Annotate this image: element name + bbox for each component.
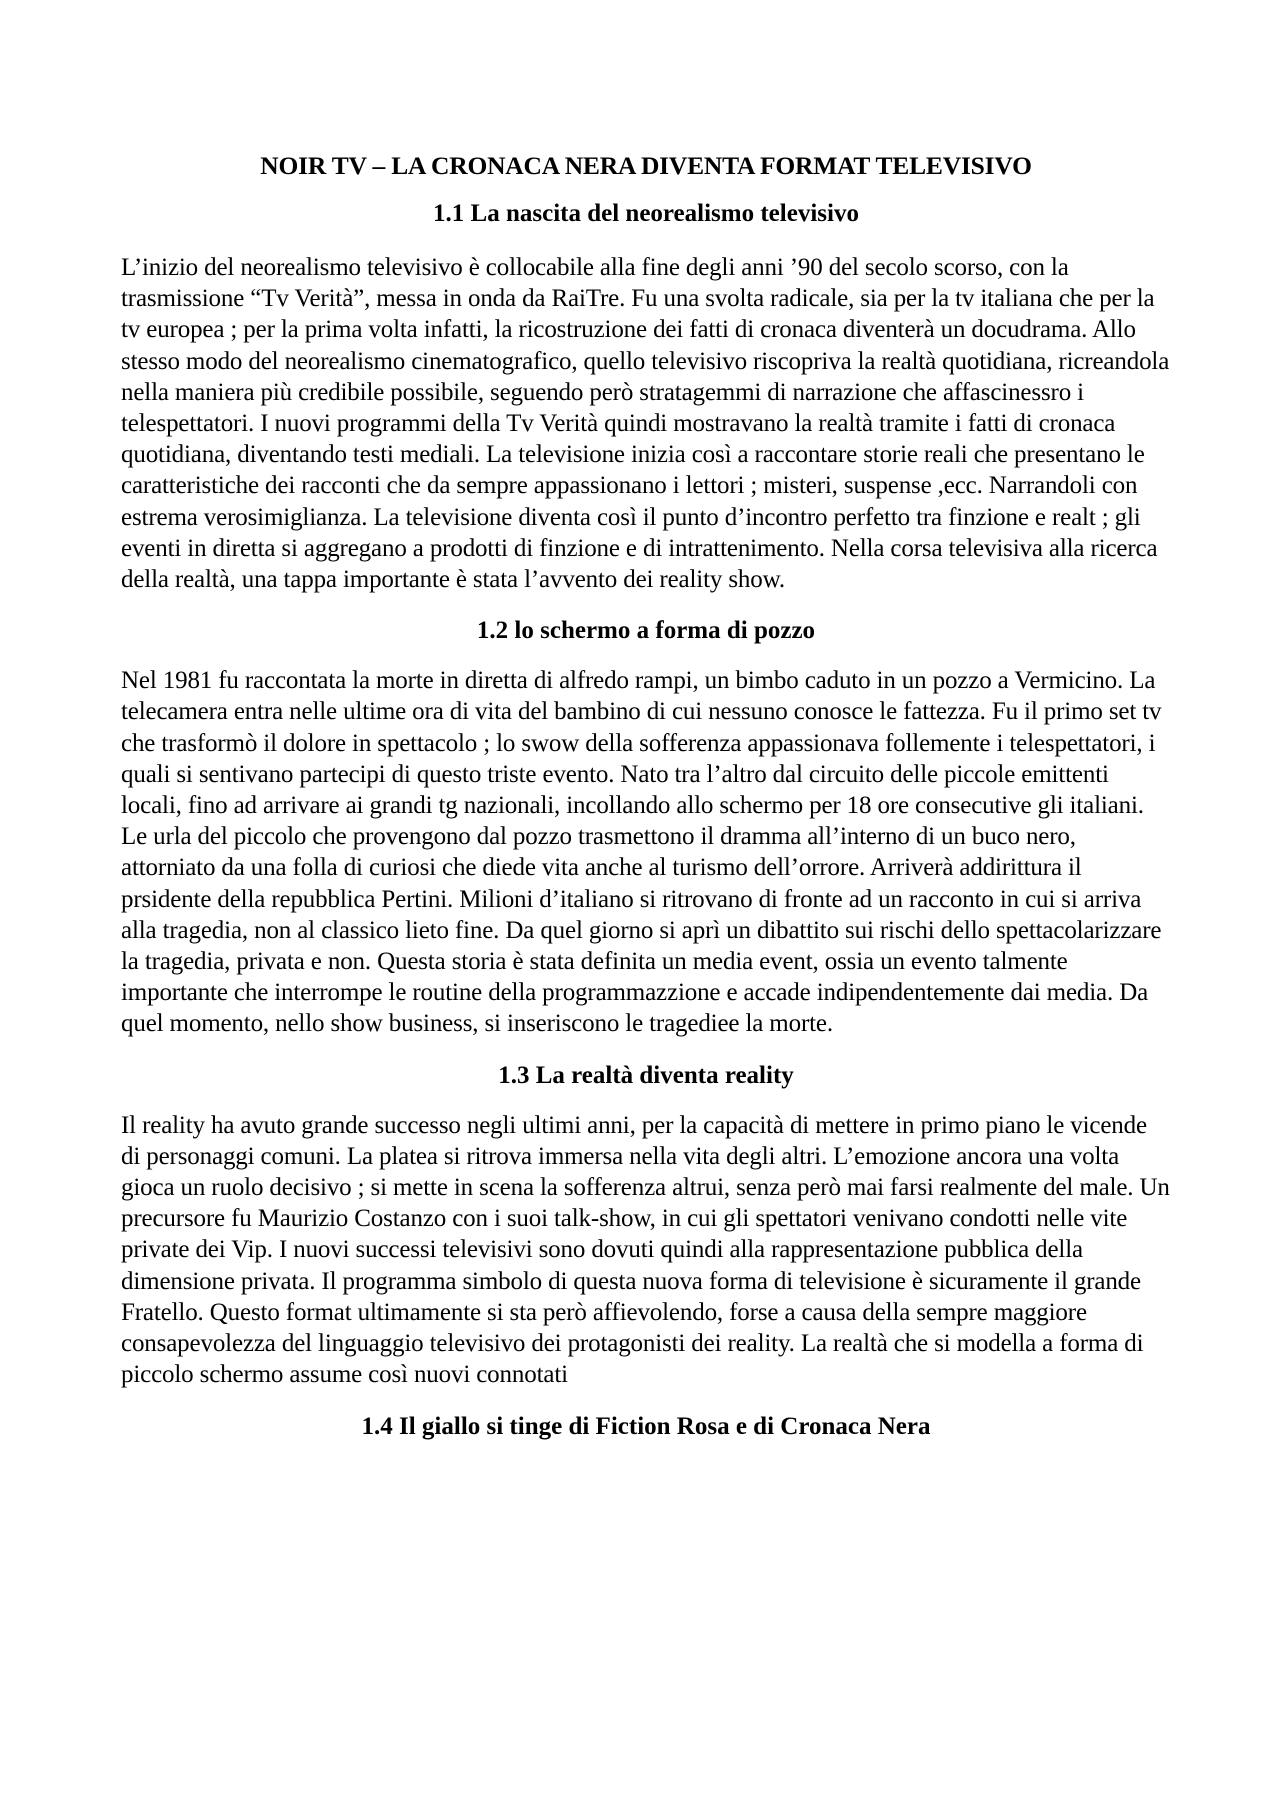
section-heading-1-3: 1.3 La realtà diventa reality bbox=[498, 1061, 794, 1089]
section-heading-1-4: 1.4 Il giallo si tinge di Fiction Rosa e di Cronaca Nera bbox=[361, 1412, 931, 1440]
section-heading-1-1: 1.1 La nascita del neorealismo televisivo bbox=[433, 200, 859, 227]
section-paragraph-1-3: Il reality ha avuto grande successo negli ultimi anni, per la capacità di mettere in primo piano le vicende di personaggi comuni. La platea si ritrova immersa nella vita degli altri. L’emozione ancora una volta gioca un ruolo decisivo ; si mette in scena la sofferenza altrui, senza però mai farsi realmente del male. Un precursore fu Maurizio Costanzo con i suoi talk-show, in cui gli spettatori venivano condotti nelle vite private dei Vip. I nuovi successi televisivi sono dovuti quindi alla rappresentazione pubblica della dimensione privata. Il programma simbolo di questa nuova forma di televisione è sicuramente il grande Fratello. Questo format ultimamente si sta però affievolendo, forse a causa della sempre maggiore consapevolezza del linguaggio televisivo dei protagonisti dei reality. La realtà che si modella a forma di piccolo schermo assume così nuovi connotati bbox=[121, 1111, 1170, 1389]
document-title: NOIR TV – LA CRONACA NERA DIVENTA FORMAT TELEVISIVO bbox=[260, 151, 1032, 180]
section-heading-1-2: 1.2 lo schermo a forma di pozzo bbox=[476, 617, 816, 645]
document-body bbox=[121, 150, 1171, 1461]
section-paragraph-1-2: Nel 1981 fu raccontata la morte in diretta di alfredo rampi, un bimbo caduto in un pozzo a Vermicino. La telecamera entra nelle ultime ora di vita del bambino di cui nessuno conosce le fattezza. Fu il primo set tv che trasformò il dolore in spettacolo ; lo swow della sofferenza appassionava follemente i telespettatori, i quali si sentivano partecipi di questo triste evento. Nato tra l’altro dal circuito delle piccole emittenti locali, fino ad arrivare ai grandi tg nazionali, incollando allo schermo per 18 ore consecutive gli italiani. Le urla del piccolo che provengono dal pozzo trasmettono il dramma all’interno di un buco nero, attorniato da una folla di curiosi che diede vita anche al turismo dell’orrore. Arriverà addirittura il prsidente della repubblica Pertini. Milioni d’italiano si ritrovano di fronte ad un racconto in cui si arriva alla tragedia, non al classico lieto fine. Da quel giorno si aprì un dibattito sui rischi dello spettacolarizzare la tragedia, privata e non. Questa storia è stata definita un media event, ossia un evento talmente importante che interrompe le routine della programmazzione e accade indipendentemente dai media. Da quel momento, nello show business, si inseriscono le tragediee la morte. bbox=[121, 667, 1162, 1038]
section-paragraph-1-1: L’inizio del neorealismo televisivo è collocabile alla fine degli anni ’90 del secolo scorso, con la trasmissione “Tv Verità”, messa in onda da RaiTre. Fu una svolta radicale, sia per la tv italiana che per la tv europea ; per la prima volta infatti, la ricostruzione dei fatti di cronaca diventerà un docudrama. Allo stesso modo del neorealismo cinematografico, quello televisivo riscopriva la realtà quotidiana, ricreandola nella maniera più credibile possibile, seguendo però stratagemmi di narrazione che affascinessro i telespettatori. I nuovi programmi della Tv Verità quindi mostravano la realtà tramite i fatti di cronaca quotidiana, diventando testi mediali. La televisione inizia così a raccontare storie reali che presentano le caratteristiche dei racconti che da sempre appassionano i lettori ; misteri, suspense ,ecc. Narrandoli con estrema verosimiglianza. La televisione diventa così il punto d’incontro perfetto tra finzione e realt ; gli eventi in diretta si aggregano a prodotti di finzione e di intrattenimento. Nella corsa televisiva alla ricerca della realtà, una tappa importante è stata l’avvento dei reality show. bbox=[121, 254, 1170, 594]
